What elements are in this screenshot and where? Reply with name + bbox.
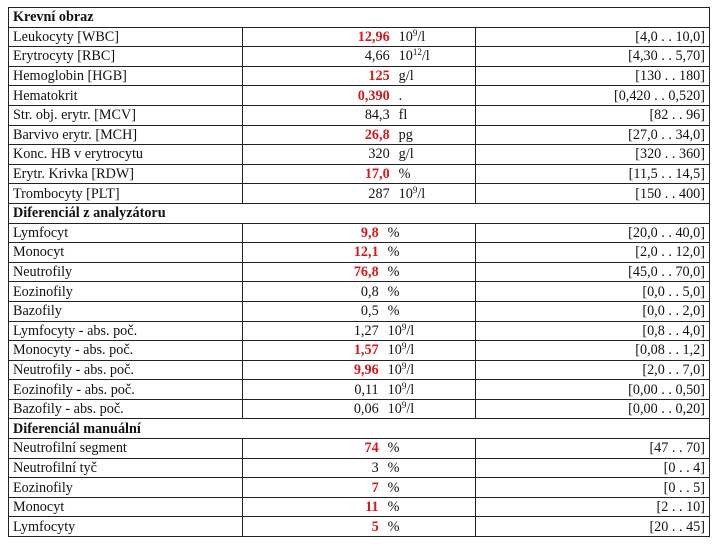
lab-results-table — [8, 7, 710, 537]
test-name: Monocyt — [9, 497, 243, 517]
result-value-flagged: 11 — [365, 499, 379, 516]
result-row — [9, 105, 710, 125]
result-row — [9, 262, 710, 282]
result-cell — [242, 184, 476, 204]
result-row — [9, 517, 710, 537]
result-unit — [379, 381, 415, 399]
result-cell — [242, 321, 476, 341]
reference-range: [2 . . 10] — [476, 497, 710, 517]
unit-base: % — [387, 499, 400, 516]
section-header-row — [9, 419, 710, 439]
reference-range: [11,5 . . 14,5] — [476, 164, 710, 184]
result-row — [9, 439, 710, 459]
reference-range: [150 . . 400] — [476, 184, 710, 204]
reference-range: [2,0 . . 7,0] — [476, 360, 710, 380]
unit-base: % — [387, 440, 400, 457]
unit-suffix: /l — [406, 361, 415, 378]
test-name: Neutrofily - abs. poč. — [9, 360, 243, 380]
section-title: Diferenciál manuální — [9, 419, 710, 439]
test-name: Eozinofily — [9, 282, 243, 302]
result-unit — [390, 106, 408, 124]
result-cell — [242, 497, 476, 517]
result-row — [9, 478, 710, 498]
test-name: Hematokrit — [9, 86, 243, 106]
reference-range: [320 . . 360] — [476, 145, 710, 165]
unit-base: fl — [398, 107, 408, 124]
reference-range: [130 . . 180] — [476, 66, 710, 86]
result-cell — [242, 262, 476, 282]
unit-base: g/l — [398, 146, 414, 163]
result-unit — [379, 263, 400, 281]
test-name: Lymfocyty — [9, 517, 243, 537]
result-row — [9, 47, 710, 67]
result-value: 287 — [368, 185, 390, 202]
result-value-flagged: 5 — [371, 518, 379, 535]
result-cell — [242, 125, 476, 145]
unit-suffix: /l — [417, 28, 426, 45]
unit-exponent: 9 — [401, 341, 407, 352]
unit-base: % — [387, 459, 400, 476]
result-row — [9, 399, 710, 419]
reference-range: [20 . . 45] — [476, 517, 710, 537]
reference-range: [0,08 . . 1,2] — [476, 341, 710, 361]
result-value-flagged: 76,8 — [353, 264, 379, 281]
section-title: Krevní obraz — [9, 8, 710, 28]
unit-suffix: /l — [406, 342, 415, 359]
reference-range: [0,8 . . 4,0] — [476, 321, 710, 341]
result-unit — [379, 439, 400, 457]
result-cell — [242, 66, 476, 86]
reference-range: [2,0 . . 12,0] — [476, 243, 710, 263]
result-row — [9, 341, 710, 361]
result-row — [9, 243, 710, 263]
result-cell — [242, 399, 476, 419]
unit-suffix: /l — [406, 322, 415, 339]
reference-range: [4,0 . . 10,0] — [476, 27, 710, 47]
result-unit — [390, 67, 414, 85]
unit-base: 10 — [387, 401, 402, 418]
reference-range: [0,420 . . 0,520] — [476, 86, 710, 106]
result-value: 1,27 — [353, 322, 379, 339]
result-unit — [379, 518, 400, 536]
unit-base: % — [387, 518, 400, 535]
result-value-flagged: 9,8 — [360, 224, 379, 241]
unit-base: % — [387, 303, 400, 320]
result-value-flagged: 9,96 — [353, 361, 379, 378]
result-row — [9, 27, 710, 47]
result-row — [9, 145, 710, 165]
unit-exponent: 9 — [412, 184, 418, 195]
result-cell — [242, 105, 476, 125]
result-value-flagged: 12,96 — [357, 28, 390, 45]
result-cell — [242, 301, 476, 321]
result-cell — [242, 517, 476, 537]
result-cell — [242, 458, 476, 478]
result-value: 3 — [371, 459, 379, 476]
unit-base: % — [387, 244, 400, 261]
unit-base: % — [387, 224, 400, 241]
result-cell — [242, 360, 476, 380]
unit-base: 10 — [387, 381, 402, 398]
result-value-flagged: 12,1 — [353, 244, 379, 261]
test-name: Monocyty - abs. poč. — [9, 341, 243, 361]
test-name: Bazofily - abs. poč. — [9, 399, 243, 419]
result-cell — [242, 380, 476, 400]
result-unit — [390, 47, 430, 65]
result-value-flagged: 125 — [368, 68, 390, 85]
result-row — [9, 184, 710, 204]
result-value: 0,06 — [353, 401, 379, 418]
reference-range: [45,0 . . 70,0] — [476, 262, 710, 282]
result-cell — [242, 164, 476, 184]
result-unit — [379, 224, 400, 242]
unit-base: % — [387, 264, 400, 281]
unit-base: 10 — [387, 342, 402, 359]
result-value: 0,11 — [354, 381, 379, 398]
result-row — [9, 458, 710, 478]
reference-range: [0,00 . . 0,50] — [476, 380, 710, 400]
unit-base: 10 — [387, 361, 402, 378]
result-row — [9, 223, 710, 243]
result-cell — [242, 341, 476, 361]
test-name: Erytr. Krivka [RDW] — [9, 164, 243, 184]
result-row — [9, 66, 710, 86]
lab-results-document — [8, 7, 710, 537]
reference-range: [0,00 . . 0,20] — [476, 399, 710, 419]
result-unit — [379, 400, 415, 418]
result-cell — [242, 439, 476, 459]
test-name: Eozinofily — [9, 478, 243, 498]
result-unit — [390, 185, 426, 203]
test-name: Neutrofilní tyč — [9, 458, 243, 478]
result-unit — [390, 126, 413, 144]
result-value-flagged: 26,8 — [364, 126, 390, 143]
result-value: 0,8 — [360, 283, 379, 300]
unit-base: . — [398, 87, 403, 104]
unit-exponent: 9 — [401, 400, 407, 411]
result-cell — [242, 27, 476, 47]
test-name: Lymfocyty - abs. poč. — [9, 321, 243, 341]
result-cell — [242, 243, 476, 263]
reference-range: [0 . . 5] — [476, 478, 710, 498]
result-unit — [390, 87, 403, 105]
test-name: Bazofily — [9, 301, 243, 321]
result-unit — [379, 361, 415, 379]
unit-exponent: 9 — [401, 321, 407, 332]
test-name: Erytrocyty [RBC] — [9, 47, 243, 67]
test-name: Str. obj. erytr. [MCV] — [9, 105, 243, 125]
unit-exponent: 12 — [412, 47, 422, 58]
unit-base: 10 — [398, 48, 413, 65]
result-value-flagged: 7 — [371, 479, 379, 496]
section-header-row — [9, 203, 710, 223]
result-row — [9, 282, 710, 302]
test-name: Neutrofily — [9, 262, 243, 282]
unit-base: % — [387, 283, 400, 300]
result-unit — [379, 322, 415, 340]
result-row — [9, 301, 710, 321]
reference-range: [47 . . 70] — [476, 439, 710, 459]
result-row — [9, 380, 710, 400]
result-value: 320 — [368, 146, 390, 163]
test-name: Hemoglobin [HGB] — [9, 66, 243, 86]
result-value: 0,5 — [360, 303, 379, 320]
result-cell — [242, 223, 476, 243]
unit-base: 10 — [398, 185, 413, 202]
test-name: Barvivo erytr. [MCH] — [9, 125, 243, 145]
result-unit — [379, 459, 400, 477]
reference-range: [0,0 . . 5,0] — [476, 282, 710, 302]
unit-suffix: /l — [417, 185, 426, 202]
reference-range: [0 . . 4] — [476, 458, 710, 478]
result-unit — [379, 283, 400, 301]
unit-exponent: 9 — [412, 27, 418, 38]
result-value-flagged: 74 — [364, 440, 379, 457]
result-row — [9, 86, 710, 106]
unit-exponent: 9 — [401, 360, 407, 371]
test-name: Trombocyty [PLT] — [9, 184, 243, 204]
result-cell — [242, 478, 476, 498]
result-cell — [242, 282, 476, 302]
result-value: 84,3 — [364, 107, 390, 124]
result-unit — [390, 145, 414, 163]
result-row — [9, 164, 710, 184]
unit-base: 10 — [398, 28, 413, 45]
test-name: Monocyt — [9, 243, 243, 263]
unit-base: g/l — [398, 68, 414, 85]
section-header-row — [9, 8, 710, 28]
result-row — [9, 497, 710, 517]
reference-range: [0,0 . . 2,0] — [476, 301, 710, 321]
result-unit — [379, 243, 400, 261]
result-row — [9, 125, 710, 145]
result-unit — [379, 302, 400, 320]
unit-suffix: /l — [421, 48, 430, 65]
section-title: Diferenciál z analyzátoru — [9, 203, 710, 223]
unit-suffix: /l — [406, 381, 415, 398]
unit-base: % — [398, 166, 411, 183]
result-cell — [242, 86, 476, 106]
result-unit — [379, 341, 415, 359]
result-cell — [242, 145, 476, 165]
result-value-flagged: 1,57 — [353, 342, 379, 359]
test-name: Neutrofilní segment — [9, 439, 243, 459]
reference-range: [82 . . 96] — [476, 105, 710, 125]
result-value-flagged: 0,390 — [357, 87, 390, 104]
unit-base: pg — [398, 126, 413, 143]
test-name: Leukocyty [WBC] — [9, 27, 243, 47]
result-row — [9, 321, 710, 341]
reference-range: [27,0 . . 34,0] — [476, 125, 710, 145]
result-value: 4,66 — [364, 48, 390, 65]
test-name: Konc. HB v erytrocytu — [9, 145, 243, 165]
result-value-flagged: 17,0 — [364, 166, 390, 183]
reference-range: [4,30 . . 5,70] — [476, 47, 710, 67]
reference-range: [20,0 . . 40,0] — [476, 223, 710, 243]
unit-suffix: /l — [406, 401, 415, 418]
result-row — [9, 360, 710, 380]
result-cell — [242, 47, 476, 67]
test-name: Lymfocyt — [9, 223, 243, 243]
result-unit — [390, 28, 426, 46]
unit-base: % — [387, 479, 400, 496]
result-unit — [379, 479, 400, 497]
result-unit — [390, 165, 411, 183]
unit-exponent: 9 — [401, 380, 407, 391]
unit-base: 10 — [387, 322, 402, 339]
result-unit — [379, 498, 400, 516]
test-name: Eozinofily - abs. poč. — [9, 380, 243, 400]
lab-results-body — [9, 8, 710, 537]
